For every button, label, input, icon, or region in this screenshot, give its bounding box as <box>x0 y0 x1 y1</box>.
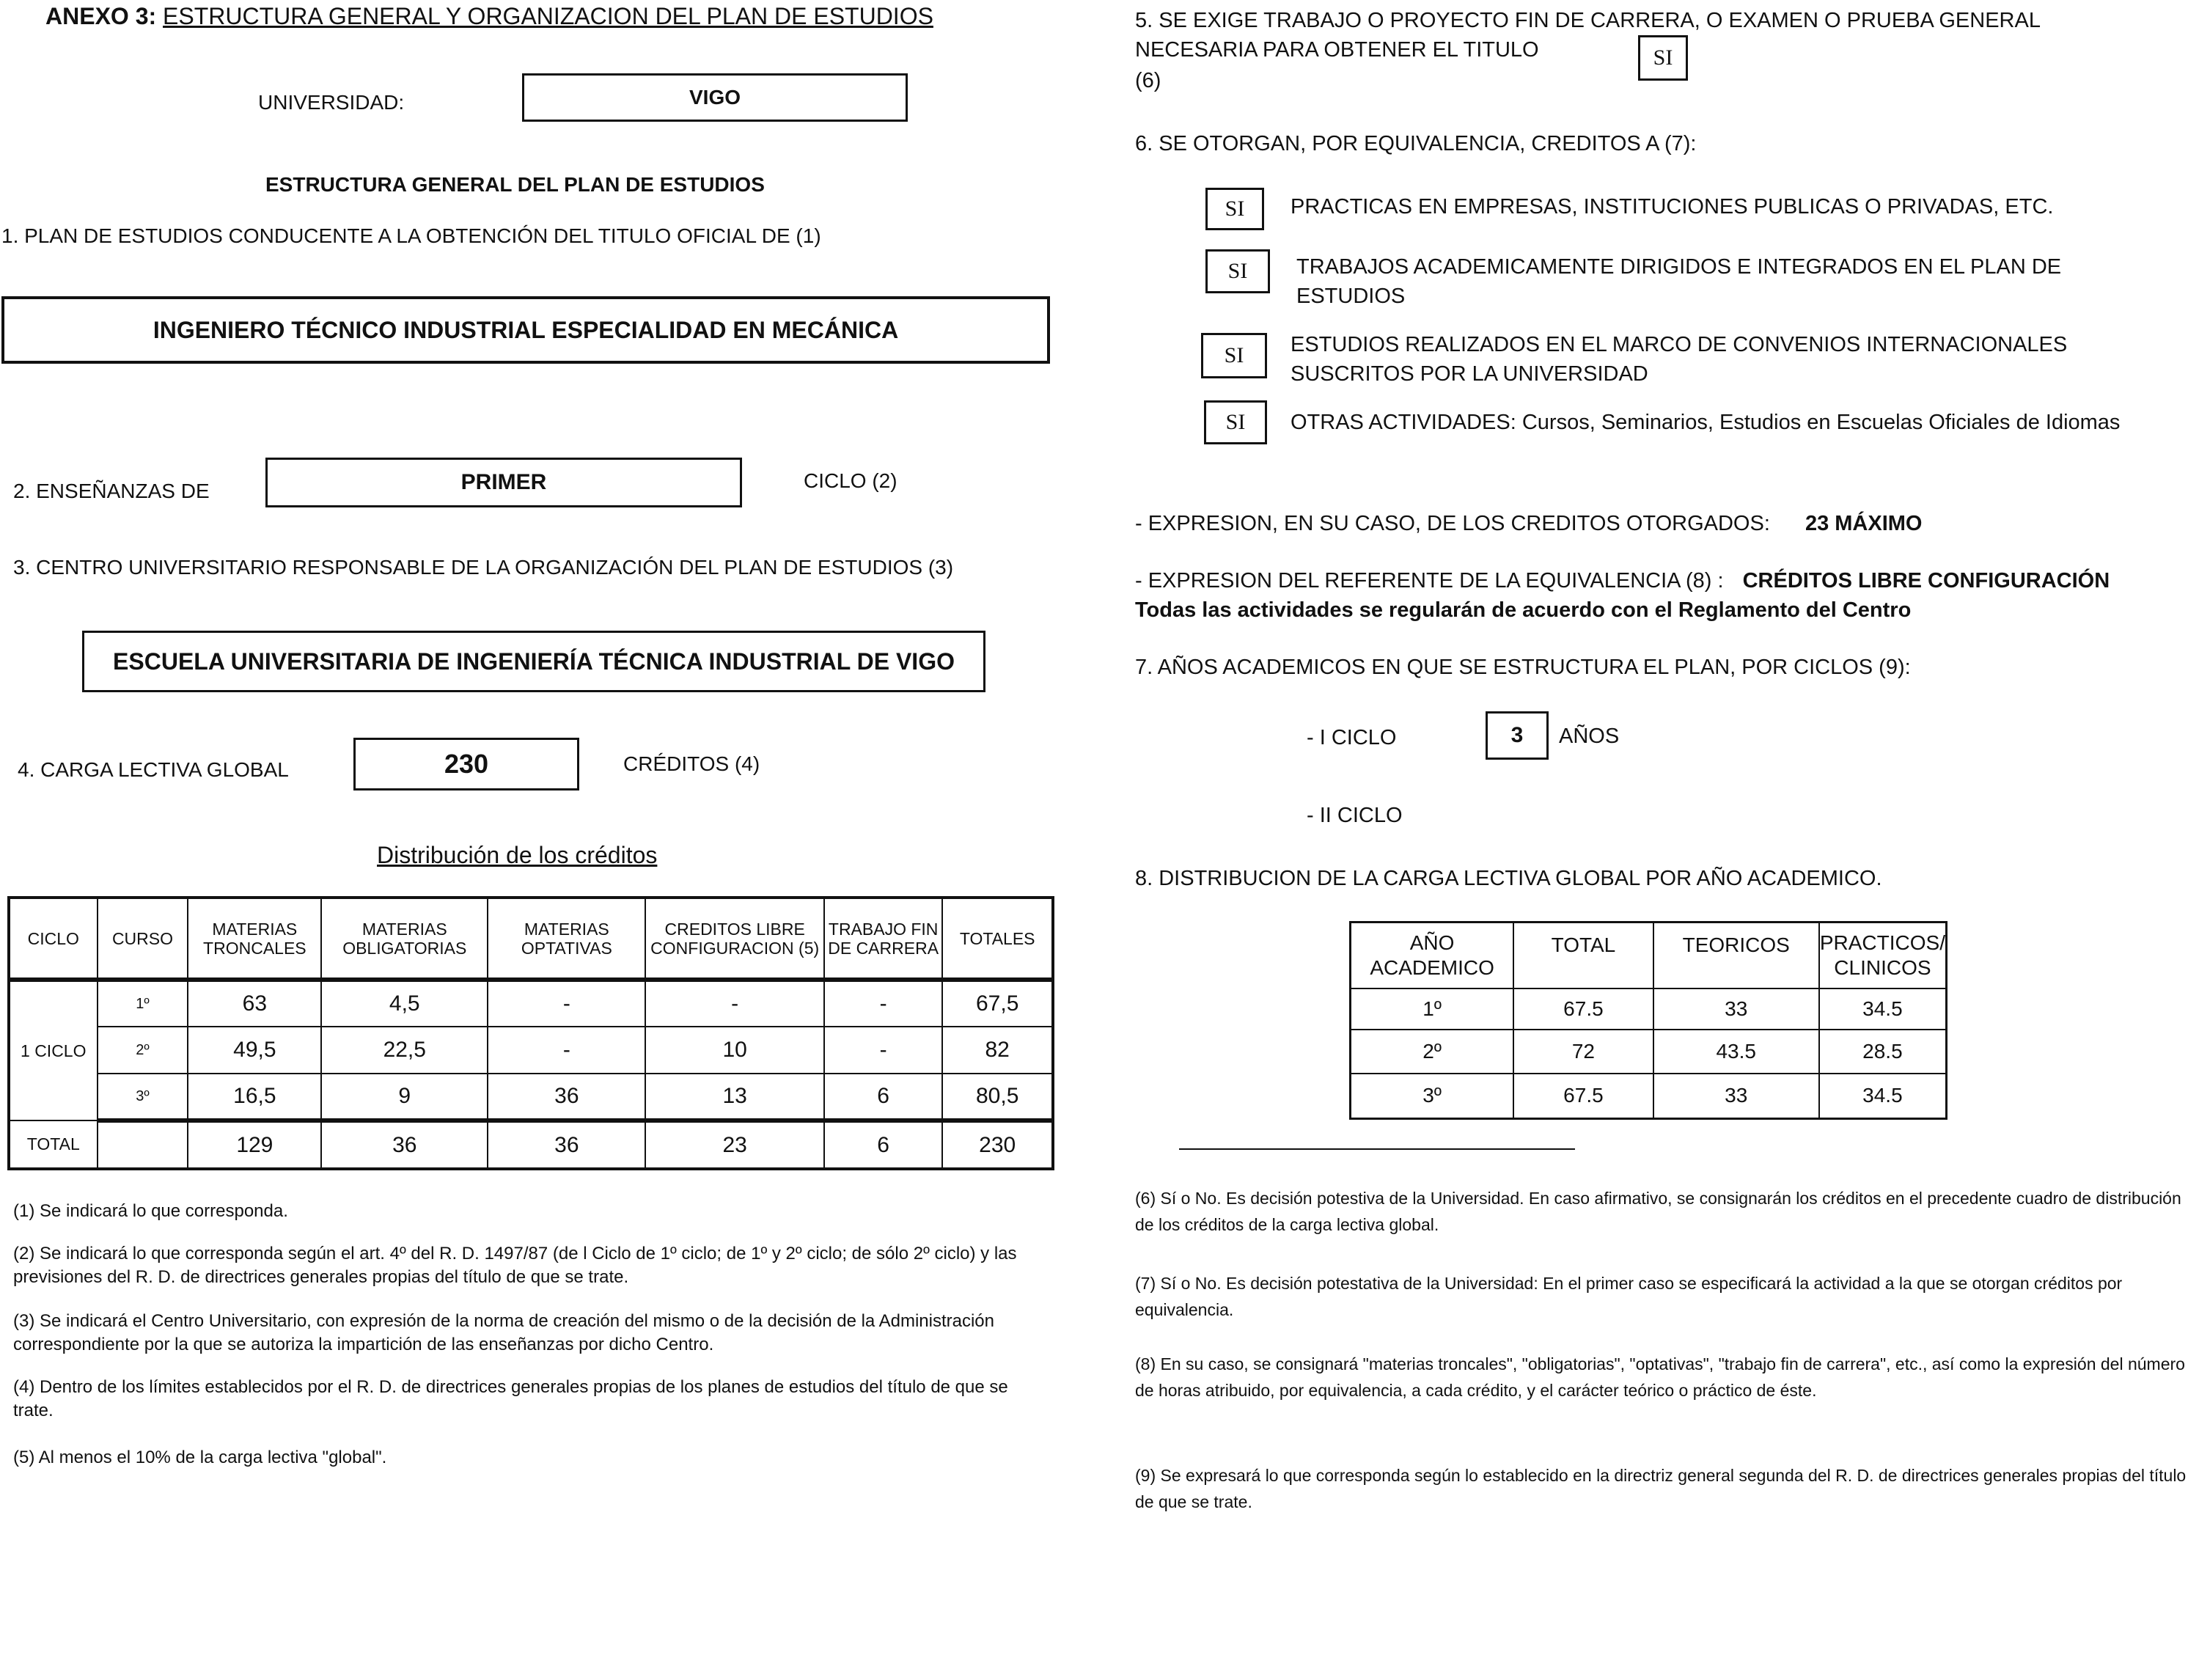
troncales-total: 129 <box>188 1120 321 1169</box>
header-year: AÑO ACADEMICO <box>1351 922 1514 988</box>
troncales-cell: 49,5 <box>188 1027 321 1074</box>
header-totales: TOTALES <box>942 898 1053 980</box>
grand-total: 230 <box>942 1120 1053 1169</box>
distribution-title: Distribución de los créditos <box>377 842 658 868</box>
cycle-type-field <box>265 458 742 507</box>
footnote-separator <box>1179 1148 1575 1150</box>
university-label: UNIVERSIDAD: <box>258 91 405 114</box>
table-row <box>1351 988 1947 1030</box>
header-troncales: MATERIAS TRONCALES <box>188 898 321 980</box>
university-value: VIGO <box>689 86 741 109</box>
general-structure-heading: ESTRUCTURA GENERAL DEL PLAN DE ESTUDIOS <box>265 173 765 196</box>
footnote: (1) Se indicará lo que corresponda. <box>13 1201 288 1221</box>
footnote: (6) Sí o No. Es decisión potestiva de la Universidad. En caso afirmativo, se consignarán los créditos en el precedente cuadro de distribución de los créditos de la carga lectiva global. <box>1135 1189 2181 1234</box>
teoricos-cell: 33 <box>1653 1074 1819 1119</box>
obligatorias-cell: 9 <box>321 1074 488 1120</box>
credits-expression <box>1135 509 1922 538</box>
header-total: TOTAL <box>1513 922 1653 988</box>
cycle-label: 1 CICLO <box>9 980 98 1120</box>
table-row <box>9 1027 1053 1074</box>
equivalence-value: SI <box>1227 259 1248 283</box>
equivalence-text: PRACTICAS EN EMPRESAS, INSTITUCIONES PUBLICAS O PRIVADAS, ETC. <box>1291 195 2054 219</box>
equivalence-text: TRABAJOS ACADEMICAMENTE DIRIGIDOS E INTEGRADOS EN EL PLAN DE ESTUDIOS <box>1296 255 2062 308</box>
totales-cell: 80,5 <box>942 1074 1053 1120</box>
header-teoricos: TEORICOS <box>1653 922 1819 988</box>
equivalence-text: OTRAS ACTIVIDADES: Cursos, Seminarios, Estudios en Escuelas Oficiales de Idiomas <box>1291 411 2121 434</box>
table-row <box>1351 1074 1947 1119</box>
optativas-total: 36 <box>488 1120 645 1169</box>
item5-line1: 5. SE EXIGE TRABAJO O PROYECTO FIN DE CARRERA, O EXAMEN O PRUEBA GENERAL <box>1135 9 2041 32</box>
curso-cell: 3º <box>98 1074 188 1120</box>
equivalence-field <box>1205 188 1264 230</box>
optativas-cell: - <box>488 1027 645 1074</box>
final-project-value: SI <box>1653 45 1673 70</box>
equivalence-field <box>1204 400 1267 444</box>
trabajo-total: 6 <box>824 1120 942 1169</box>
troncales-cell: 16,5 <box>188 1074 321 1120</box>
degree-title: INGENIERO TÉCNICO INDUSTRIAL ESPECIALIDAD EN MECÁNICA <box>153 316 899 343</box>
global-load-field <box>353 738 579 791</box>
item4-suffix: CRÉDITOS (4) <box>623 752 760 775</box>
trabajo-cell: 6 <box>824 1074 942 1120</box>
referent <box>1135 566 2110 595</box>
practicos-cell: 34.5 <box>1819 988 1947 1030</box>
curso-cell: 1º <box>98 980 188 1027</box>
cycle1-suffix: AÑOS <box>1559 725 1620 748</box>
year-cell: 3º <box>1351 1074 1514 1119</box>
curso-cell: 2º <box>98 1027 188 1074</box>
practicos-cell: 28.5 <box>1819 1030 1947 1074</box>
equivalence-field <box>1205 249 1270 293</box>
cycle1-years-value: 3 <box>1510 723 1524 747</box>
header-obligatorias: MATERIAS OBLIGATORIAS <box>321 898 488 980</box>
optativas-cell: - <box>488 980 645 1027</box>
equivalence-field <box>1201 333 1267 378</box>
credits-expression-label: - EXPRESION, EN SU CASO, DE LOS CREDITOS OTORGADOS: <box>1135 512 1770 535</box>
header-ciclo: CICLO <box>9 898 98 980</box>
equivalence-value: SI <box>1225 410 1246 434</box>
total-cell: 67.5 <box>1513 1074 1653 1119</box>
footnote: (3) Se indicará el Centro Universitario, con expresión de la norma de creación del mismo o de la decisión de la Administración correspondiente por la que se autoriza la impartición de las enseñanzas por dicho Centro. <box>13 1311 994 1354</box>
cycle1-label: - I CICLO <box>1307 726 1397 749</box>
cycle-type-value: PRIMER <box>460 470 547 494</box>
university-field <box>522 73 908 122</box>
item2-label: 2. ENSEÑANZAS DE <box>13 480 210 502</box>
header-libre: CREDITOS LIBRE CONFIGURACION (5) <box>645 898 824 980</box>
final-project-field <box>1638 35 1688 81</box>
footnote: (5) Al menos el 10% de la carga lectiva "global". <box>13 1448 387 1467</box>
referent-value: CRÉDITOS LIBRE CONFIGURACIÓN <box>1742 569 2110 593</box>
curso-cell <box>98 1120 188 1169</box>
trabajo-cell: - <box>824 980 942 1027</box>
footnote: (9) Se expresará lo que corresponda según lo establecido en la directriz general segunda del R. D. de directrices generales propias del título de que se trate. <box>1135 1466 2187 1511</box>
trabajo-cell: - <box>824 1027 942 1074</box>
libre-cell: 13 <box>645 1074 824 1120</box>
total-cell: 72 <box>1513 1030 1653 1074</box>
item4-label: 4. CARGA LECTIVA GLOBAL <box>18 758 289 781</box>
equivalence-value: SI <box>1224 343 1244 367</box>
equivalence-value: SI <box>1225 197 1245 221</box>
footnote: (2) Se indicará lo que corresponda según el art. 4º del R. D. 1497/87 (de l Ciclo de 1º ciclo; de 1º y 2º ciclo; de sólo 2º ciclo) y las previsiones del R. D. de directrices generales propias del título de que se trate. <box>13 1244 1017 1287</box>
troncales-cell: 63 <box>188 980 321 1027</box>
table-row <box>9 980 1053 1027</box>
global-load-value: 230 <box>444 749 489 779</box>
footnote: (7) Sí o No. Es decisión potestativa de la Universidad: En el primer caso se especificará la actividad a la que se otorgan créditos por equivalencia. <box>1135 1274 2123 1319</box>
item7-text: 7. AÑOS ACADEMICOS EN QUE SE ESTRUCTURA EL PLAN, POR CICLOS (9): <box>1135 656 1911 679</box>
item2-suffix: CICLO (2) <box>804 469 897 492</box>
cycle2-label: - II CICLO <box>1307 804 1403 827</box>
center-name-box <box>82 631 985 692</box>
total-label: TOTAL <box>9 1120 98 1169</box>
header-practicos: PRACTICOS/ CLINICOS <box>1819 922 1947 988</box>
item1-text: 1. PLAN DE ESTUDIOS CONDUCENTE A LA OBTENCIÓN DEL TITULO OFICIAL DE (1) <box>1 224 821 247</box>
dist-header-row <box>9 898 1053 980</box>
degree-title-box <box>1 296 1050 364</box>
header-curso: CURSO <box>98 898 188 980</box>
totales-cell: 67,5 <box>942 980 1053 1027</box>
footnote: (8) En su caso, se consignará "materias troncales", "obligatorias", "optativas", "trabajo fin de carrera", etc., así como la expresión del número de horas atribuido, por equivalencia, a cada crédito, y el carácter teórico o práctico de éste. <box>1135 1354 2185 1400</box>
total-cell: 67.5 <box>1513 988 1653 1030</box>
table-row <box>9 1074 1053 1120</box>
item6-text: 6. SE OTORGAN, POR EQUIVALENCIA, CREDITOS A (7): <box>1135 132 1697 155</box>
teoricos-cell: 43.5 <box>1653 1030 1819 1074</box>
footnote: (4) Dentro de los límites establecidos por el R. D. de directrices generales propias de los planes de estudios del título de que se trate. <box>13 1377 1008 1420</box>
libre-cell: 10 <box>645 1027 824 1074</box>
year-cell: 2º <box>1351 1030 1514 1074</box>
year-cell: 1º <box>1351 988 1514 1030</box>
annex-title: ESTRUCTURA GENERAL Y ORGANIZACION DEL PLAN DE ESTUDIOS <box>163 3 933 29</box>
item5-line3: (6) <box>1135 69 1161 92</box>
libre-total: 23 <box>645 1120 824 1169</box>
obligatorias-cell: 4,5 <box>321 980 488 1027</box>
teoricos-cell: 33 <box>1653 988 1819 1030</box>
item3-text: 3. CENTRO UNIVERSITARIO RESPONSABLE DE LA ORGANIZACIÓN DEL PLAN DE ESTUDIOS (3) <box>13 556 954 579</box>
year-header-row <box>1351 922 1947 988</box>
annex-label: ANEXO 3: <box>45 3 157 29</box>
referent-label: - EXPRESION DEL REFERENTE DE LA EQUIVALENCIA (8) : <box>1135 569 1724 593</box>
obligatorias-total: 36 <box>321 1120 488 1169</box>
totales-cell: 82 <box>942 1027 1053 1074</box>
header-trabajo: TRABAJO FIN DE CARRERA <box>824 898 942 980</box>
obligatorias-cell: 22,5 <box>321 1027 488 1074</box>
equivalence-text: ESTUDIOS REALIZADOS EN EL MARCO DE CONVENIOS INTERNACIONALES SUSCRITOS POR LA UNIVERSIDAD <box>1291 333 2068 386</box>
header-optativas: MATERIAS OPTATIVAS <box>488 898 645 980</box>
referent-note: Todas las actividades se regularán de acuerdo con el Reglamento del Centro <box>1135 598 1912 622</box>
credit-distribution-table <box>7 896 1054 1170</box>
cycle1-years-field <box>1486 711 1549 760</box>
academic-year-table <box>1349 921 1947 1120</box>
optativas-cell: 36 <box>488 1074 645 1120</box>
practicos-cell: 34.5 <box>1819 1074 1947 1119</box>
item8-text: 8. DISTRIBUCION DE LA CARGA LECTIVA GLOBAL POR AÑO ACADEMICO. <box>1135 867 1882 890</box>
libre-cell: - <box>645 980 824 1027</box>
table-row <box>1351 1030 1947 1074</box>
center-name: ESCUELA UNIVERSITARIA DE INGENIERÍA TÉCNICA INDUSTRIAL DE VIGO <box>113 648 955 675</box>
annex-heading <box>45 3 933 30</box>
item5-line2: NECESARIA PARA OBTENER EL TITULO <box>1135 38 1539 62</box>
total-row <box>9 1120 1053 1169</box>
credits-expression-value: 23 MÁXIMO <box>1805 512 1923 535</box>
